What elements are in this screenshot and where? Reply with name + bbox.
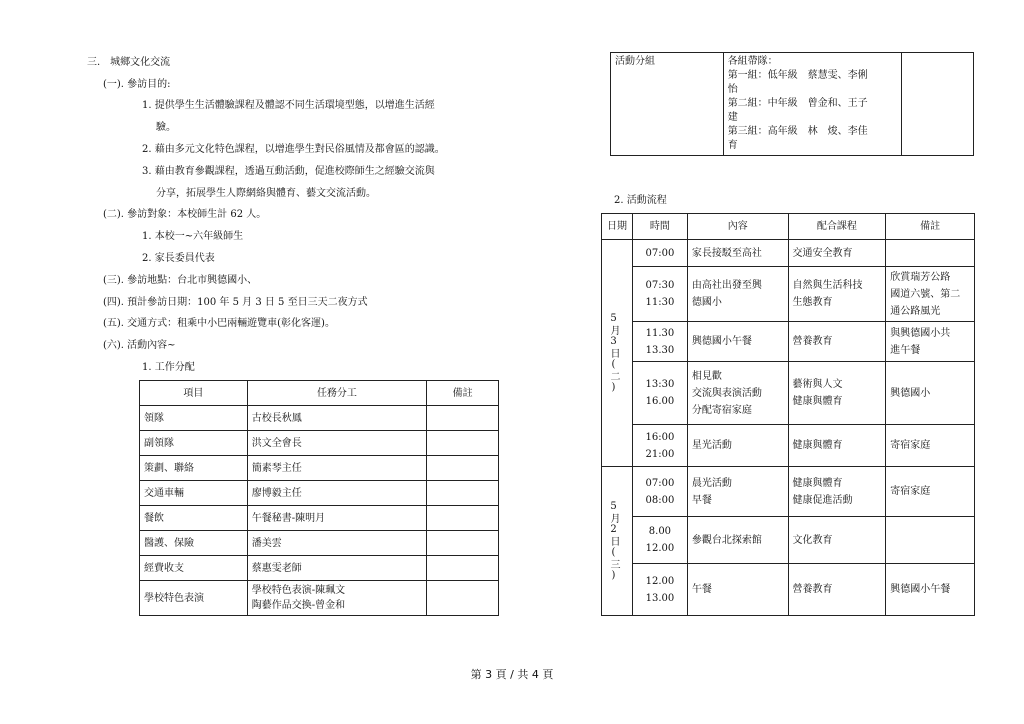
table-row bbox=[602, 467, 975, 517]
table-cell bbox=[427, 406, 499, 431]
group-line: 第一組：低年級 蔡慧雯、李俐 bbox=[727, 70, 868, 81]
cell-line: 16:00 bbox=[645, 431, 675, 443]
group-line: 怡 bbox=[727, 84, 738, 95]
table-cell bbox=[687, 267, 788, 322]
target-item: 2. 家長委員代表 bbox=[142, 253, 215, 264]
table-cell bbox=[687, 564, 788, 616]
cell-line: 07:30 bbox=[645, 280, 675, 291]
table-cell bbox=[788, 322, 886, 362]
table-cell bbox=[427, 506, 499, 531]
target-item: 1. 本校一~六年級師生 bbox=[142, 231, 244, 242]
cell-line: 11:30 bbox=[645, 297, 675, 308]
table-header: 內容 bbox=[687, 214, 788, 240]
table-cell bbox=[427, 531, 499, 556]
group-line: 育 bbox=[727, 140, 738, 151]
date-line: (四). 預計參訪日期：100 年 5 月 3 日 5 至日三天二夜方式 bbox=[103, 297, 368, 308]
date-text: 5月3日(二) bbox=[608, 312, 619, 394]
cell-line: 12.00 bbox=[645, 575, 675, 587]
cell-line: 8.00 bbox=[648, 526, 672, 537]
table-row bbox=[140, 506, 499, 531]
cell-line: 星光活動 bbox=[691, 440, 732, 451]
group-line: 第三組：高年級 林 焌、李佳 bbox=[727, 126, 868, 137]
table-header-row bbox=[602, 214, 975, 240]
cell-line: 早餐 bbox=[691, 494, 712, 506]
date-cell bbox=[602, 240, 633, 467]
table-row bbox=[140, 406, 499, 431]
cell-line: 家長接駁至高社 bbox=[691, 247, 762, 259]
table-header-row bbox=[140, 381, 499, 406]
cell-line: 16.00 bbox=[645, 396, 675, 407]
cell-line: 文化教育 bbox=[792, 534, 833, 546]
table-cell: 廖博毅主任 bbox=[247, 481, 426, 506]
table-cell bbox=[687, 362, 788, 425]
table-row bbox=[602, 564, 975, 616]
table-cell bbox=[886, 362, 975, 425]
table-row bbox=[602, 425, 975, 467]
table-cell bbox=[788, 362, 886, 425]
table-cell bbox=[886, 322, 975, 362]
cell-line: 健康促進活動 bbox=[792, 494, 853, 506]
group-empty bbox=[902, 53, 974, 156]
table-cell bbox=[427, 481, 499, 506]
cell-line: 德國小 bbox=[691, 297, 722, 308]
table-row bbox=[602, 362, 975, 425]
cell-line: 11.30 bbox=[645, 327, 675, 339]
table-cell bbox=[788, 564, 886, 616]
table-cell: 學校特色表演-陳珮文 陶藝作品交換-曾金和 bbox=[247, 581, 426, 616]
table-row bbox=[140, 456, 499, 481]
table-header: 日期 bbox=[602, 214, 633, 240]
cell-line: 12.00 bbox=[645, 543, 675, 554]
purpose-item: 3. 藉由教育參觀課程，透過互動活動，促進校際師生之經驗交流與 bbox=[142, 166, 435, 177]
group-line: 各組帶隊： bbox=[727, 56, 778, 67]
cell-line: 午餐 bbox=[691, 584, 712, 595]
table-row bbox=[140, 481, 499, 506]
purpose-item: 驗。 bbox=[156, 122, 176, 133]
location-line: (三). 參訪地點：台北市興德國小、 bbox=[103, 275, 258, 286]
table-cell bbox=[788, 467, 886, 517]
flow-heading: 2. 活動流程 bbox=[614, 195, 667, 206]
table-cell: 午餐秘書-陳明月 bbox=[247, 506, 426, 531]
cell-line: 交通安全教育 bbox=[792, 247, 853, 259]
table-cell bbox=[427, 456, 499, 481]
table-cell bbox=[427, 431, 499, 456]
table-cell: 醫護、保險 bbox=[140, 531, 248, 556]
table-cell bbox=[632, 467, 687, 517]
purpose-item: 2. 藉由多元文化特色課程，以增進學生對民俗風情及都會區的認識。 bbox=[142, 144, 445, 155]
cell-line: 國道六號、第二 bbox=[890, 288, 961, 300]
cell-line: 營養教育 bbox=[792, 336, 833, 347]
table-row bbox=[602, 322, 975, 362]
activity-flow-table bbox=[601, 213, 975, 616]
table-cell: 洪文全會長 bbox=[247, 431, 426, 456]
cell-line: 寄宿家庭 bbox=[890, 440, 931, 451]
table-row bbox=[140, 556, 499, 581]
table-cell bbox=[687, 240, 788, 267]
table-cell: 簡素琴主任 bbox=[247, 456, 426, 481]
target-heading: (二). 參訪對象：本校師生計 62 人。 bbox=[103, 209, 267, 220]
table-cell bbox=[886, 467, 975, 517]
cell-line: 相見歡 bbox=[691, 370, 722, 382]
transport-line: (五). 交通方式：租乘中小巴兩輛遊覽車(彰化客運)。 bbox=[103, 318, 335, 329]
table-cell bbox=[788, 267, 886, 322]
cell-line: 由高社出發至興 bbox=[691, 280, 762, 291]
table-header: 項目 bbox=[140, 381, 248, 406]
cell-line: 健康與體育 bbox=[792, 396, 843, 407]
cell-line: 08:00 bbox=[645, 494, 675, 506]
table-cell: 交通車輛 bbox=[140, 481, 248, 506]
table-cell bbox=[788, 517, 886, 564]
table-cell bbox=[886, 240, 975, 267]
table-row bbox=[602, 267, 975, 322]
group-leaders bbox=[723, 53, 902, 156]
cell-line: 藝術與人文 bbox=[792, 379, 843, 390]
purpose-heading: (一). 參訪目的: bbox=[103, 79, 171, 90]
table-cell bbox=[788, 240, 886, 267]
page-number: 第 3 頁 / 共 4 頁 bbox=[470, 668, 554, 681]
table-header: 配合課程 bbox=[788, 214, 886, 240]
cell-line: 21:00 bbox=[645, 448, 675, 460]
table-cell bbox=[632, 267, 687, 322]
group-line: 第二組：中年級 曾金和、王子 bbox=[727, 98, 868, 109]
section-title: 三. 城鄉文化交流 bbox=[87, 57, 171, 68]
table-cell bbox=[427, 581, 499, 616]
purpose-item: 1. 提供學生生活體驗課程及體認不同生活環境型態，以增進生活經 bbox=[142, 100, 435, 111]
table-cell bbox=[632, 362, 687, 425]
table-cell bbox=[687, 467, 788, 517]
table-cell bbox=[632, 322, 687, 362]
cell-line: 13.30 bbox=[645, 344, 675, 356]
table-row bbox=[140, 531, 499, 556]
date-cell bbox=[602, 467, 633, 616]
table-cell bbox=[687, 425, 788, 467]
table-row bbox=[602, 240, 975, 267]
cell-line: 07:00 bbox=[645, 247, 675, 259]
cell-line: 興德國小 bbox=[890, 387, 931, 399]
cell-line: 欣賞瑞芳公路 bbox=[890, 271, 951, 283]
table-cell: 學校特色表演 bbox=[140, 581, 248, 616]
table-cell: 蔡惠雯老師 bbox=[247, 556, 426, 581]
cell-line: 參觀台北探索館 bbox=[691, 534, 762, 546]
cell-line: 營養教育 bbox=[792, 584, 833, 595]
table-cell bbox=[687, 517, 788, 564]
table-cell bbox=[687, 322, 788, 362]
table-cell bbox=[632, 564, 687, 616]
table-row bbox=[140, 431, 499, 456]
table-cell bbox=[427, 556, 499, 581]
cell-line: 與興德國小共 bbox=[890, 327, 951, 339]
cell-line: 交流與表演活動 bbox=[691, 387, 762, 399]
table-cell bbox=[886, 564, 975, 616]
cell-line: 寄宿家庭 bbox=[890, 486, 931, 497]
purpose-item: 分享，拓展學生人際網絡與體育、藝文交流活動。 bbox=[156, 188, 376, 199]
table-cell bbox=[886, 267, 975, 322]
cell-line: 健康與體育 bbox=[792, 440, 843, 451]
table-cell: 經費收支 bbox=[140, 556, 248, 581]
table-header: 任務分工 bbox=[247, 381, 426, 406]
table-cell: 餐飲 bbox=[140, 506, 248, 531]
group-line: 建 bbox=[727, 112, 738, 123]
table-cell: 潘美雲 bbox=[247, 531, 426, 556]
table-header: 時間 bbox=[632, 214, 687, 240]
cell-line: 興德國小午餐 bbox=[691, 336, 752, 347]
table-header: 備註 bbox=[427, 381, 499, 406]
cell-line: 通公路風光 bbox=[890, 305, 941, 317]
group-label: 活動分組 bbox=[611, 53, 724, 156]
table-cell: 古校長秋鳳 bbox=[247, 406, 426, 431]
cell-line: 健康與體育 bbox=[792, 477, 843, 489]
content-heading: (六). 活動內容~ bbox=[103, 340, 176, 351]
table-row bbox=[602, 517, 975, 564]
cell-line: 自然與生活科技 bbox=[792, 280, 863, 291]
cell-line: 13:30 bbox=[645, 379, 675, 390]
table-row bbox=[140, 581, 499, 616]
cell-line: 07:00 bbox=[645, 477, 675, 489]
date-text: 5月2日(三) bbox=[608, 500, 619, 582]
work-allocation-table bbox=[139, 380, 499, 616]
group-table bbox=[610, 52, 974, 156]
cell-line: 13.00 bbox=[645, 592, 675, 604]
cell-line: 興德國小午餐 bbox=[890, 584, 951, 595]
table-cell bbox=[886, 425, 975, 467]
cell-line: 生態教育 bbox=[792, 297, 833, 308]
table-cell bbox=[886, 517, 975, 564]
cell-line: 晨光活動 bbox=[691, 477, 732, 489]
table-cell bbox=[632, 240, 687, 267]
table-header: 備註 bbox=[886, 214, 975, 240]
table-cell: 副領隊 bbox=[140, 431, 248, 456]
table-cell: 策劃、聯絡 bbox=[140, 456, 248, 481]
table-cell bbox=[788, 425, 886, 467]
table-cell bbox=[632, 425, 687, 467]
cell-line: 進午餐 bbox=[890, 344, 921, 356]
table-cell bbox=[632, 517, 687, 564]
work-heading: 1. 工作分配 bbox=[142, 362, 195, 373]
table-cell: 領隊 bbox=[140, 406, 248, 431]
cell-line: 分配寄宿家庭 bbox=[691, 404, 752, 416]
